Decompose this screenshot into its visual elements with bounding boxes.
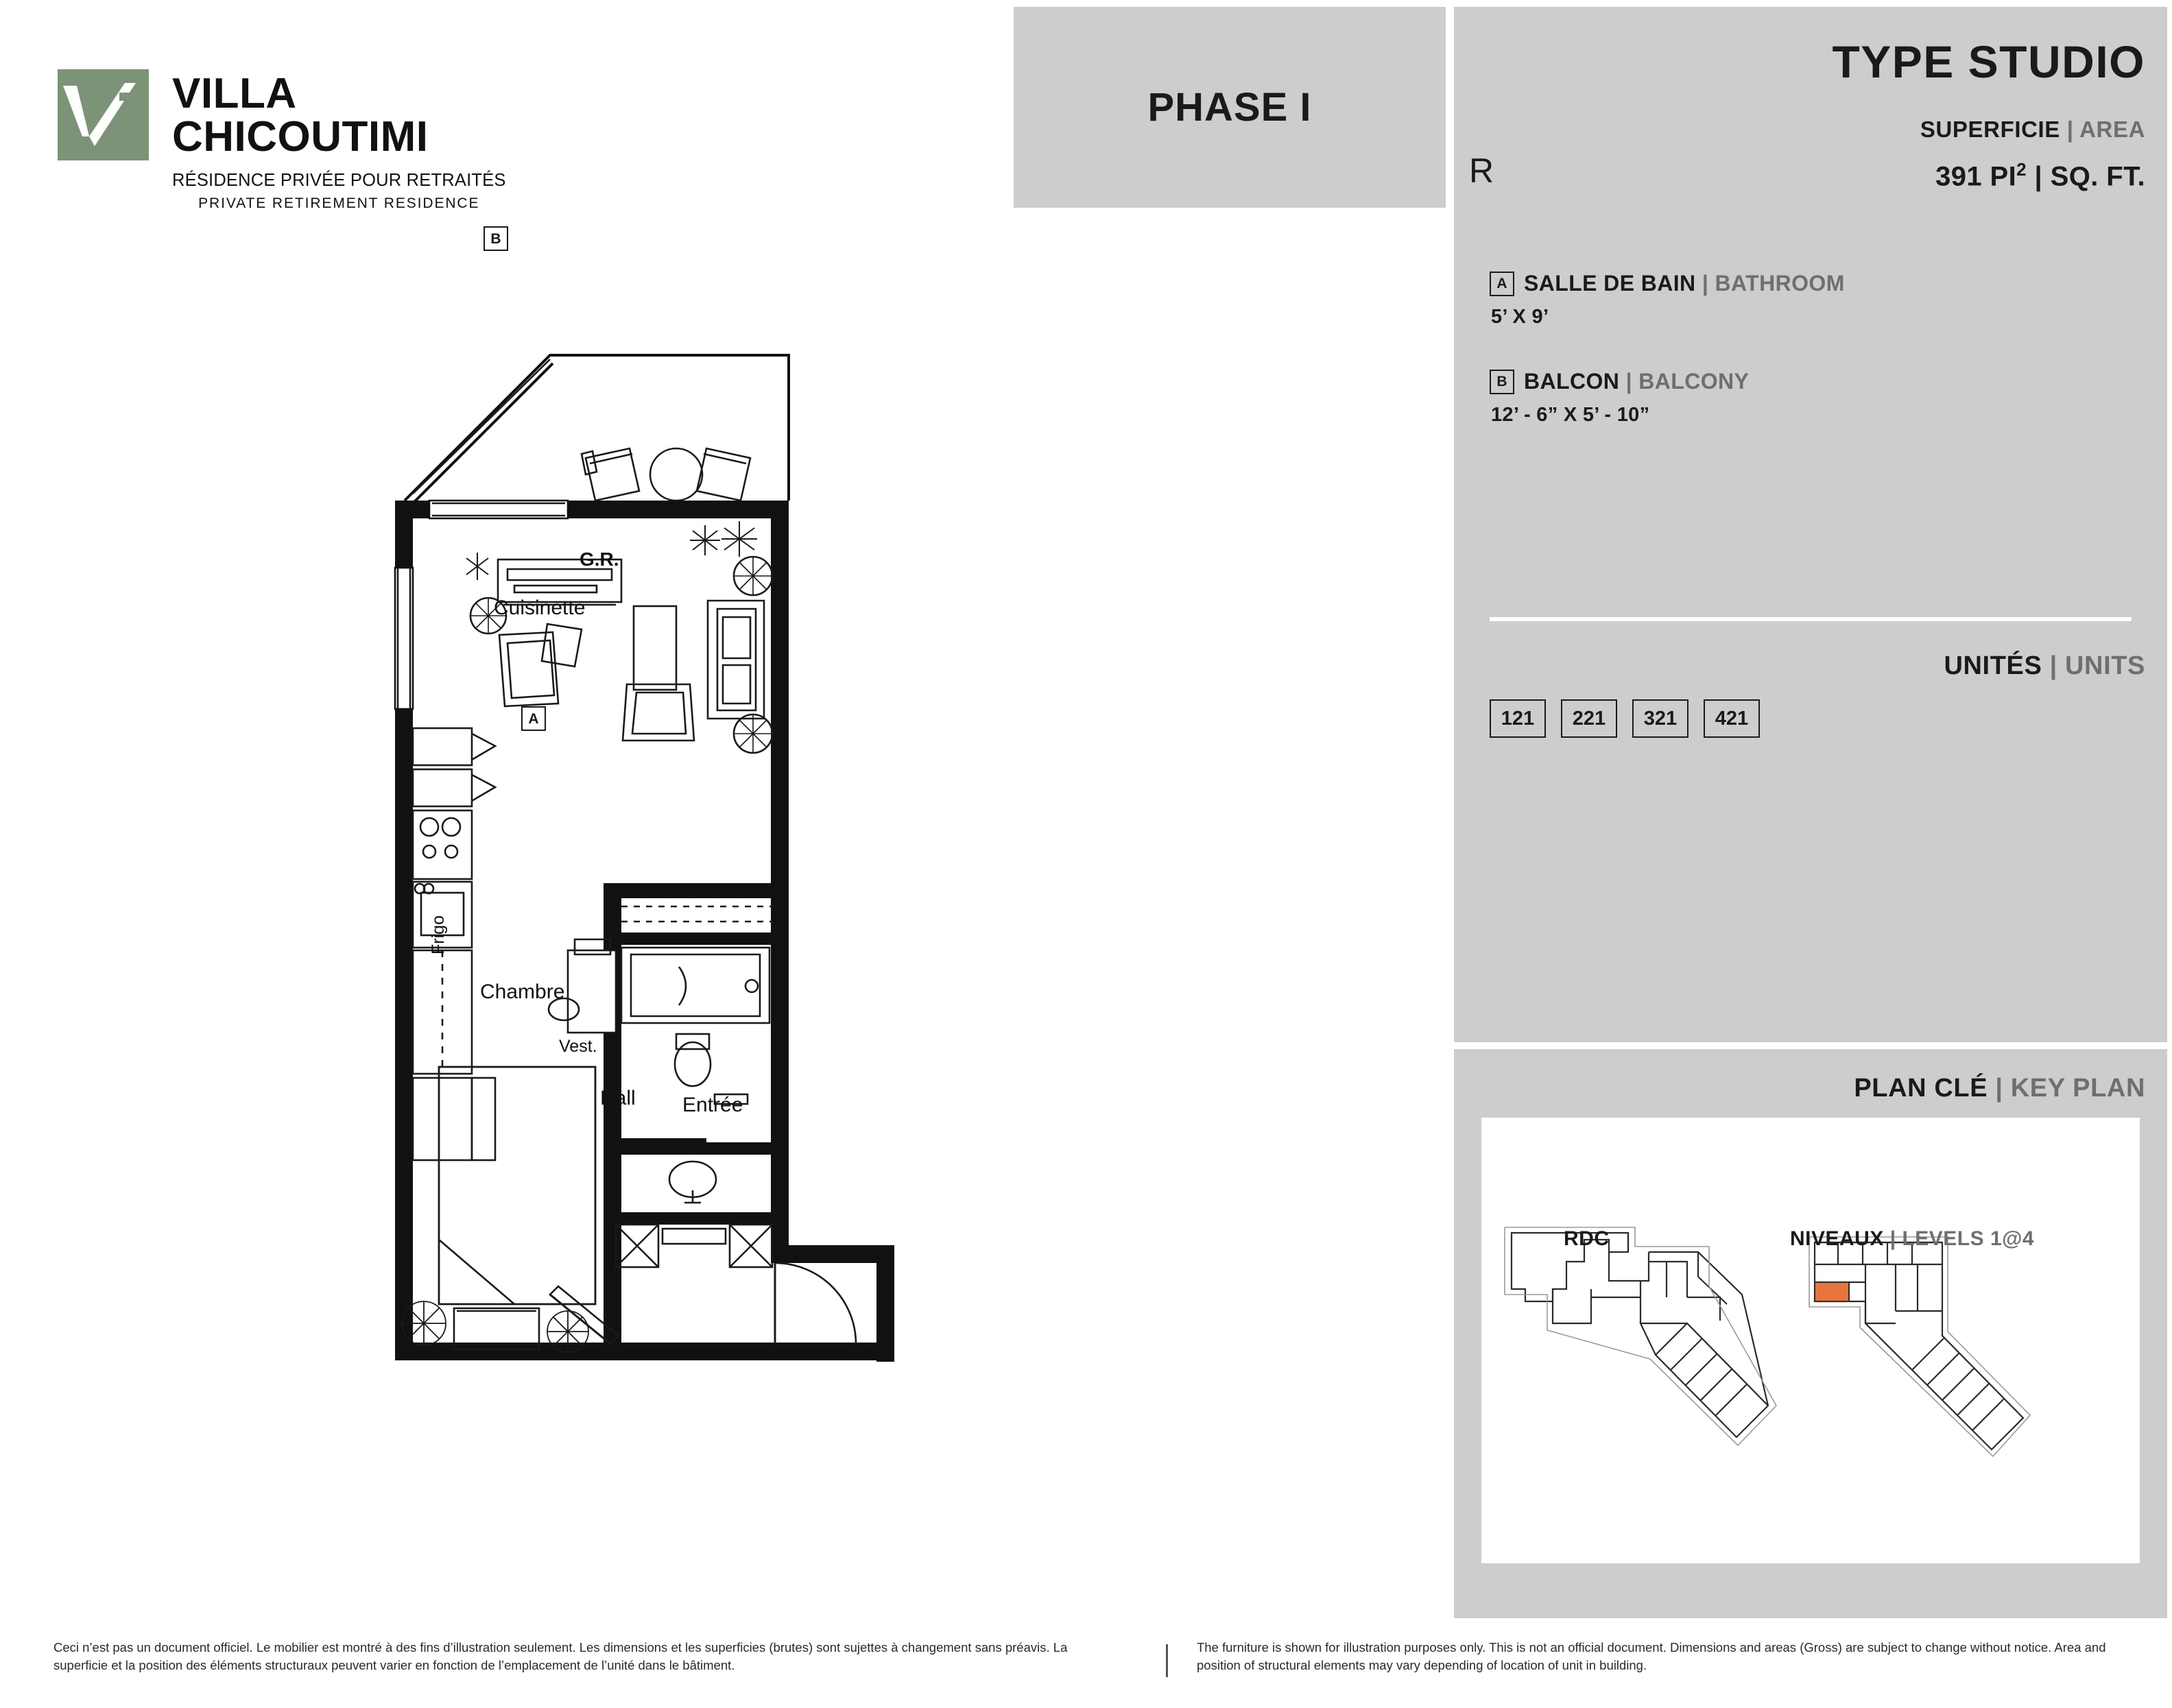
floor-code-label: R: [1469, 152, 1494, 190]
room-name-balcony-sep: |: [1625, 369, 1632, 394]
area-label-separator: |: [2066, 117, 2074, 142]
appliance-label-frigo: Frigo: [429, 915, 448, 954]
room-label-vest: Vest.: [559, 1037, 597, 1056]
brand-logo-block: [53, 65, 595, 212]
key-plan-label-levels: [1790, 1227, 2034, 1251]
key-plan-title-sep: |: [1995, 1074, 2003, 1103]
key-plan-title-en: KEY PLAN: [2010, 1074, 2145, 1103]
room-label-cuisinette: Cuisinette: [494, 597, 586, 619]
room-name-bathroom-en: BATHROOM: [1715, 271, 1845, 296]
key-plan-label-levels-fr: NIVEAUX: [1790, 1227, 1884, 1250]
unit-chip[interactable]: 321: [1632, 699, 1688, 738]
room-tag-b: B: [1490, 370, 1514, 394]
logo-subtitle-en: PRIVATE RETIREMENT RESIDENCE: [198, 195, 480, 212]
footer-disclaimer: [0, 1639, 2172, 1700]
area-label: [1454, 117, 2167, 143]
room-label-chambre: Chambre: [480, 981, 565, 1003]
area-value: 391 PI: [1935, 161, 2017, 192]
room-name-balcony-fr: BALCON: [1524, 369, 1620, 394]
area-label-en: AREA: [2079, 117, 2145, 142]
key-plan-title-fr: PLAN CLÉ: [1854, 1074, 1988, 1103]
room-label-entree: Entrée: [682, 1094, 743, 1116]
phase-label: PHASE I: [1147, 85, 1312, 130]
units-title: [1944, 651, 2145, 681]
room-dimensions-bathroom: 5’ X 9’: [1491, 306, 1549, 328]
logo-subtitle-fr: RÉSIDENCE PRIVÉE POUR RETRAITÉS: [172, 171, 506, 191]
key-plan-unit-highlight: [1815, 1282, 1849, 1301]
footer-divider: [1166, 1644, 1168, 1677]
room-name-bathroom-fr: SALLE DE BAIN: [1524, 271, 1696, 296]
area-label-fr: SUPERFICIE: [1920, 117, 2060, 142]
villa-chicoutimi-logo-icon: [53, 65, 153, 165]
room-name-balcony-en: BALCONY: [1638, 369, 1750, 394]
units-title-en: UNITS: [2065, 651, 2145, 680]
unit-chip[interactable]: 421: [1704, 699, 1760, 738]
area-value-row: [1454, 159, 2167, 192]
plan-tag-b: B: [484, 226, 508, 251]
logo-title: [172, 70, 506, 161]
room-label-gr: G.R.: [580, 549, 619, 570]
room-entry-bathroom: [1490, 271, 1845, 328]
key-plan-label-levels-en: LEVELS 1@4: [1902, 1227, 2035, 1250]
plan-tag-a: A: [521, 706, 546, 731]
area-unit: SQ. FT.: [2050, 161, 2145, 192]
footer-text-en: The furniture is shown for illustration purposes only. This is not an official document. Dimensions and areas (Gross) are subject to change without notice. Area and position of structural elements may vary depending of location of unit in building.: [1197, 1640, 2106, 1673]
floor-plan-drawing: [309, 230, 1070, 1550]
key-plan-title: [1854, 1074, 2145, 1103]
key-plan-panel: [1454, 1049, 2167, 1618]
unit-info-panel: [1454, 7, 2167, 1042]
floor-plan-svg: [309, 295, 1070, 1550]
logo-title-line2: CHICOUTIMI: [172, 113, 429, 161]
units-title-fr: UNITÉS: [1944, 651, 2042, 680]
footer-text-fr: Ceci n’est pas un document officiel. Le mobilier est montré à des fins d’illustration seulement. Les dimensions et les superficies (brutes) sont sujettes à changement sans préavis. La superficie et la position des éléments structuraux peuvent varier en fonction de l’emplacement de l’unité dans le bâtiment.: [53, 1640, 1068, 1673]
area-value-exponent: 2: [2016, 159, 2027, 180]
room-name-balcony: [1524, 369, 1749, 394]
logo-title-line1: VILLA: [172, 70, 297, 117]
area-value-separator: |: [2034, 161, 2043, 192]
key-plan-label-levels-sep: |: [1889, 1227, 1896, 1250]
units-title-sep: |: [2049, 651, 2057, 680]
key-plan-canvas: [1481, 1118, 2140, 1563]
room-name-bathroom: [1524, 271, 1845, 296]
key-plan-label-rdc: RDC: [1564, 1227, 1610, 1250]
unit-chip[interactable]: 121: [1490, 699, 1546, 738]
phase-box: [1014, 7, 1446, 208]
key-plan-diagrams: [1481, 1118, 2140, 1563]
room-name-bathroom-sep: |: [1702, 271, 1709, 296]
room-dimensions-balcony: 12’ - 6” X 5’ - 10”: [1491, 404, 1650, 426]
room-label-hall: Hall: [600, 1087, 636, 1109]
units-list: [1490, 699, 1760, 738]
room-entry-balcony: [1490, 369, 1749, 426]
balcony-outline: [405, 355, 789, 506]
units-divider: [1490, 617, 2132, 621]
unit-type-title: TYPE STUDIO: [1832, 36, 2145, 87]
room-tag-a: A: [1490, 272, 1514, 296]
unit-chip[interactable]: 221: [1561, 699, 1617, 738]
